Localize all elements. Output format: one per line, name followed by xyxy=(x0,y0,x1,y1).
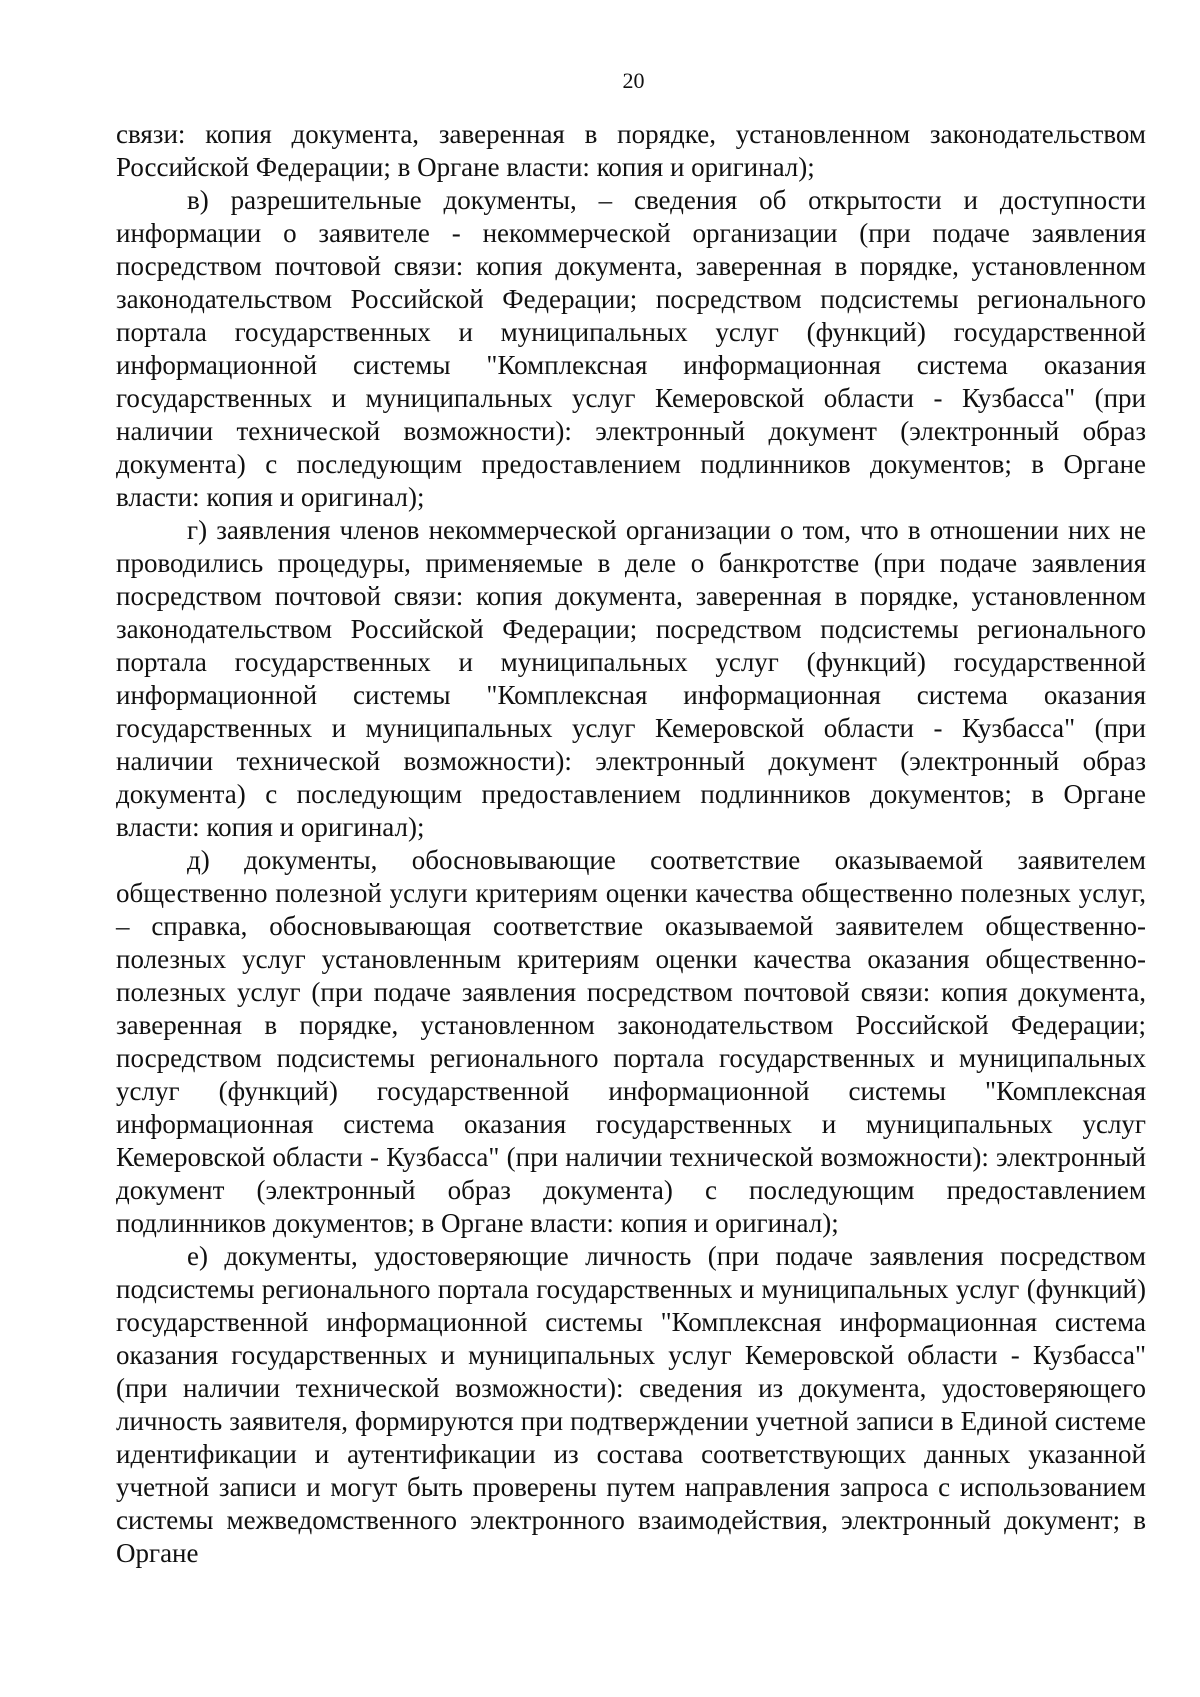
paragraph-item-e: е) документы, удостоверяющие личность (при подаче заявления посредством подсистемы регионального портала государственных и муниципальных услуг (функций) государственной информационной системы "Комплексная информационная система оказания государственных и муниципальных услуг Кемеровской области - Кузбасса" (при наличии технической возможности): сведения из документа, удостоверяющего личность заявителя, формируются при подтверждении учетной записи в Единой системе идентификации и аутентификации из состава соответствующих данных указанной учетной записи и могут быть проверены путем направления запроса с использованием системы межведомственного электронного взаимодействия, электронный документ; в Органе xyxy=(116,1241,1146,1568)
page-number: 20 xyxy=(622,68,645,93)
document-body xyxy=(116,118,1146,1570)
paragraph-continuation: связи: копия документа, заверенная в порядке, установленном законодательством Российской Федерации; в Органе власти: копия и оригинал); xyxy=(116,119,1146,182)
paragraph-item-g: г) заявления членов некоммерческой организации о том, что в отношении них не проводились процедуры, применяемые в деле о банкротстве (при подаче заявления посредством почтовой связи: копия документа, заверенная в порядке, установленном законодательством Российской Федерации; посредством подсистемы регионального портала государственных и муниципальных услуг (функций) государственной информационной системы "Комплексная информационная система оказания государственных и муниципальных услуг Кемеровской области - Кузбасса" (при наличии технической возможности): электронный документ (электронный образ документа) с последующим предоставлением подлинников документов; в Органе власти: копия и оригинал); xyxy=(116,515,1146,842)
paragraph-item-v: в) разрешительные документы, – сведения об открытости и доступности информации о заявителе - некоммерческой организации (при подаче заявления посредством почтовой связи: копия документа, заверенная в порядке, установленном законодательством Российской Федерации; посредством подсистемы регионального портала государственных и муниципальных услуг (функций) государственной информационной системы "Комплексная информационная система оказания государственных и муниципальных услуг Кемеровской области - Кузбасса" (при наличии технической возможности): электронный документ (электронный образ документа) с последующим предоставлением подлинников документов; в Органе власти: копия и оригинал); xyxy=(116,185,1146,512)
paragraph-item-d: д) документы, обосновывающие соответствие оказываемой заявителем общественно полезной услуги критериям оценки качества общественно полезных услуг, – справка, обосновывающая соответствие оказываемой заявителем общественно-полезных услуг установленным критериям оценки качества оказания общественно-полезных услуг (при подаче заявления посредством почтовой связи: копия документа, заверенная в порядке, установленном законодательством Российской Федерации; посредством подсистемы регионального портала государственных и муниципальных услуг (функций) государственной информационной системы "Комплексная информационная система оказания государственных и муниципальных услуг Кемеровской области - Кузбасса" (при наличии технической возможности): электронный документ (электронный образ документа) с последующим предоставлением подлинников документов; в Органе власти: копия и оригинал); xyxy=(116,845,1146,1238)
